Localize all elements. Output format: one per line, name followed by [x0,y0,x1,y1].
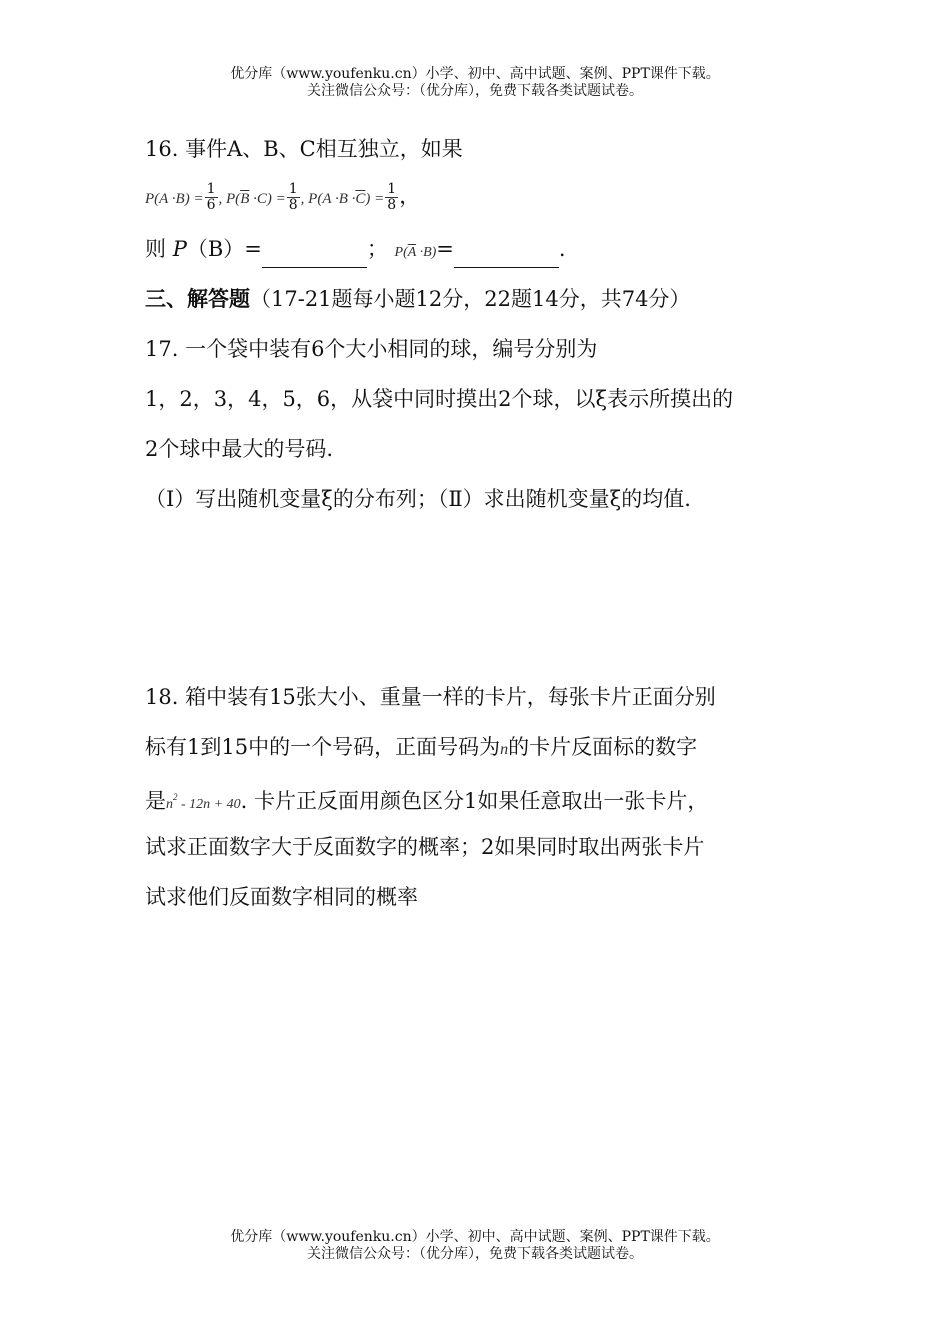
q18-expr-rest: - 12n + 40 [177,797,241,812]
q17-line-1: 17. 一个袋中装有6个大小相同的球，编号分别为 [145,337,598,361]
header-line-2: 关注微信公众号：（优分库），免费下载各类试题试卷。 [307,83,643,99]
q18-line-1: 18. 箱中装有15张大小、重量一样的卡片，每张卡片正面分别 [145,685,716,709]
formula-part-3a: , P(A ·B · [300,191,356,207]
answer2-equals: = [436,237,454,261]
header-line-1: 优分库（www.youfenku.cn）小学、初中、高中试题、案例、PPT课件下载。 [230,66,720,82]
section-3-title: 三、解答题 [145,286,250,311]
q16-answer-line [145,234,566,268]
answer-separator: ； [366,237,388,261]
answer-blank-2 [454,245,559,268]
q16-stem: 16. 事件A、B、C相互独立，如果 [145,137,463,161]
formula-tail: ， [399,184,421,208]
q18-line-2 [145,732,697,765]
fraction-3-numerator: 1 [387,181,397,197]
fraction-2-numerator: 1 [288,181,298,197]
fraction-2-denominator: 8 [288,197,298,213]
q17-line-2: 1，2，3，4，5，6，从袋中同时摸出2个球，以ξ表示所摸出的 [145,387,734,411]
q17-line-3: 2个球中最大的号码. [145,437,334,461]
q18-expr-n: n [166,797,173,812]
q18-line-4: 试求正面数字大于反面数字的概率；2如果同时取出两张卡片 [145,835,705,859]
fraction-2 [287,182,300,213]
formula-c-bar: $\overline{C}$ [355,191,366,207]
answer-p: P [172,237,187,261]
q18-line-3a: 是 [145,789,166,813]
q18-line-2b: 的卡片反面标的数字 [508,735,698,759]
page-header [0,66,950,100]
q18-expr-sup: 2 [173,792,178,802]
footer-line-2: 关注微信公众号：（优分库），免费下载各类试题试卷。 [307,1246,643,1262]
answer2-end: . [558,237,566,261]
formula-part-2a: , P( [218,191,241,207]
formula-part-3b: ) = [365,191,385,207]
page-footer [0,1229,950,1263]
formula-part-1: P(A ·B) = [145,191,204,207]
answer-prefix: 则 [145,237,166,261]
answer-b: （B）= [186,237,262,261]
q16-formula [145,176,420,219]
footer-line-1: 优分库（www.youfenku.cn）小学、初中、高中试题、案例、PPT课件下载。 [230,1229,720,1245]
answer2-pre: P( [394,245,408,260]
fraction-1-numerator: 1 [206,181,216,197]
q18-line-3b: . 卡片正反面用颜色区分1如果任意取出一张卡片， [240,789,709,813]
q18-line-3 [145,782,708,820]
q17-line-4: （Ⅰ）写出随机变量ξ的分布列；（Ⅱ）求出随机变量ξ的均值. [145,487,691,511]
answer-blank-1 [262,245,367,268]
q18-line-2a: 标有1到15中的一个号码，正面号码为 [145,735,501,759]
q18-line-5: 试求他们反面数字相同的概率 [145,885,418,909]
fraction-3-denominator: 8 [387,197,397,213]
formula-b-bar: $\overline{B}$ [240,191,250,207]
formula-part-2b: ·C) = [249,191,286,207]
q18-n-symbol: n [500,741,509,758]
section-3-note: （17-21题每小题12分，22题14分，共74分） [250,287,691,311]
section-3-heading [145,284,690,314]
answer2-a-bar: $\overline{A}$ [407,245,417,260]
fraction-1 [205,182,218,213]
answer2-post: ·B) [416,245,437,260]
fraction-1-denominator: 6 [206,197,216,213]
fraction-3 [385,182,398,213]
